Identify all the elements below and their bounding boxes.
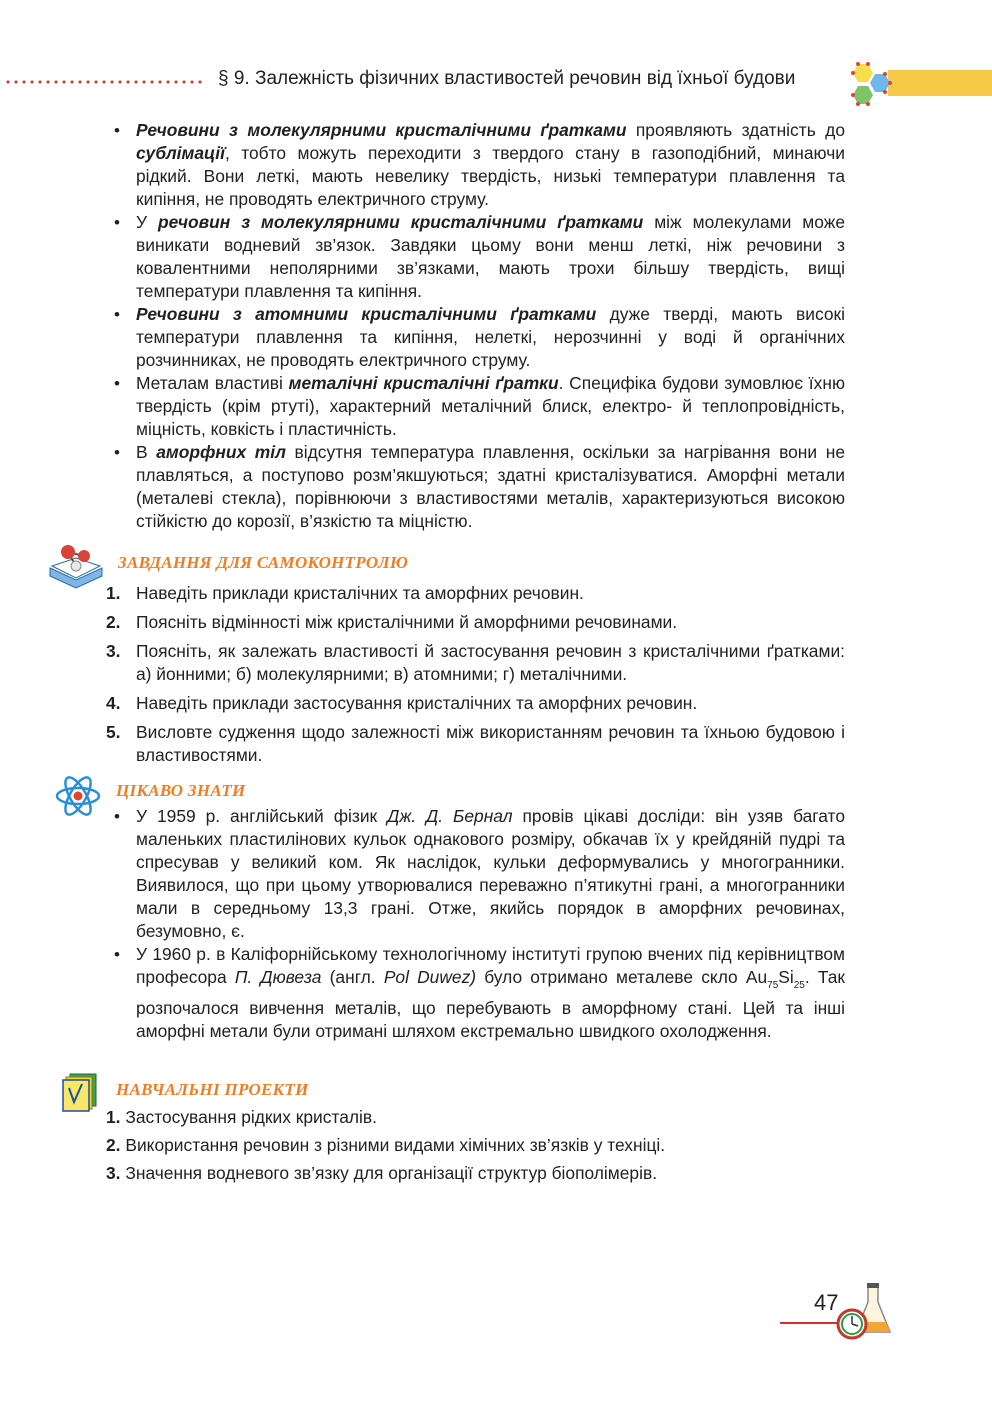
page-number: 47 <box>814 1290 839 1315</box>
list-item: 2. Використання речовин з різними видами хімічних зв’язків у техніці. <box>106 1135 666 1155</box>
atom-icon <box>54 775 102 817</box>
self-control-list <box>106 582 845 773</box>
header-title: § 9. Залежність фізичних властивостей речовин від їхньої будови <box>218 68 796 89</box>
self-control-title: ЗАВДАННЯ ДЛЯ САМОКОНТРОЛЮ <box>118 553 409 572</box>
page-header <box>0 62 992 102</box>
list-item: • Речовини з атомними кристалічними ґратками дуже тверді, мають високі температури плавлення та кипіння, нелеткі, нерозчинні у воді й органічних розчинниках, не проводять електричного струму. <box>112 303 845 372</box>
list-item: 3. Значення водневого зв’язку для організації структур біополімерів. <box>106 1163 658 1183</box>
projects-list <box>106 1106 839 1190</box>
list-item: • У речовин з молекулярними кристалічними ґратками між молекулами може виникати водневий зв’язок. Завдяки цьому вони менш леткі, ніж речовини з ковалентними неполярними зв’язками, мають трохи більшу твердість, вищі температури плавлення та кипіння. <box>112 211 845 303</box>
book-molecule-icon <box>46 538 106 592</box>
interesting-title: ЦІКАВО ЗНАТИ <box>116 781 246 800</box>
molecule-hex-icon <box>842 62 898 108</box>
list-item: • Речовини з молекулярними кристалічними ґратками проявляють здатність до сублімації, тобто можуть переходити з твердого стану в газоподібний, минаючи рідкий. Вони леткі, мають невелику твердість, низькі температури плавлення та кипіння, не проводять електричного струму. <box>112 119 845 211</box>
list-item: 4. Наведіть приклади застосування кристалічних та аморфних речовин. <box>106 693 698 713</box>
list-item: 2. Поясніть відмінності між кристалічними й аморфними речовинами. <box>106 612 678 632</box>
list-item: • В аморфних тіл відсутня температура плавлення, оскільки за нагрівання вони не плавляться, а поступово розм’якшуються; здатні кристалізуватися. Аморфні метали (металеві стекла), порівнюючи з властивостями металів, характеризуються високою стійкістю до корозії, в’язкістю та міцністю. <box>112 441 845 533</box>
list-item: • Металам властиві металічні кристалічні ґратки. Специфіка будови зумовлює їхню твердість (крім ртуті), характерний металічний блиск, електро- й теплопровідність, міцність, ковкість і пластичність. <box>112 372 845 441</box>
list-item: • У 1959 р. англійський фізик Дж. Д. Бернал провів цікаві досліди: він узяв багато маленьких пластилінових кульок однакового розміру, обкачав їх у крейдяній пудрі та спресував у великий ком. Як наслідок, кульки деформувались у многогранники. Виявилося, що при цьому утворювалися переважно п’ятикутні грані, а многогранники мали в середньому 13,3 грані. Отже, якийсь порядок в аморфних речовинах, безумовно, є. <box>112 805 845 943</box>
projects-folder-icon <box>62 1072 98 1112</box>
interesting-list <box>112 805 845 1043</box>
dotted-rule <box>4 80 204 84</box>
flask-clock-icon <box>830 1282 896 1342</box>
list-item: 5. Висловте судження щодо залежності між використанням речовин та їхньою будовою і властивостями. <box>106 722 845 765</box>
main-bullet-list <box>112 119 845 533</box>
projects-title: НАВЧАЛЬНІ ПРОЕКТИ <box>116 1080 309 1099</box>
list-item: 1. Застосування рідких кристалів. <box>106 1107 377 1127</box>
list-item: • У 1960 р. в Каліфорнійському технологічному інституті групою вчених під керівництвом професора П. Дювеза (англ. Pol Duwez) було отримано металеве скло $Au_{75}Si_{25}$. Так розпочалося вивчення металів, що перебувають в аморфному стані. Цей та інші аморфні метали були отримані шляхом екстремально швидкого охолодження. <box>112 943 845 1043</box>
list-item: 3. Поясніть, як залежать властивості й застосування речовин з кристалічними ґратками: а) йонними; б) молекулярними; в) атомними; г) металічними. <box>106 641 845 684</box>
list-item: 1. Наведіть приклади кристалічних та аморфних речовин. <box>106 583 584 603</box>
header-color-bar <box>888 70 992 96</box>
